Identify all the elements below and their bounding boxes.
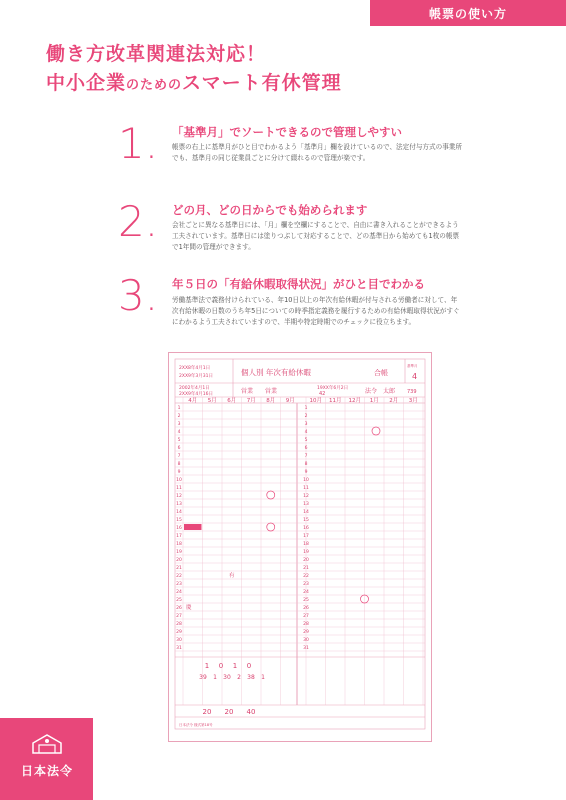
day-label: 2 [304, 414, 308, 419]
day-label: 4 [177, 430, 181, 435]
day-label: 20 [303, 558, 309, 563]
day-label: 13 [176, 502, 182, 507]
point-2-heading: どの月、どの日からでも始められます [172, 203, 368, 217]
total-value: 1 [204, 662, 210, 670]
month-label: 2月 [389, 398, 399, 404]
form-title-suffix: 合帳 [374, 369, 388, 377]
day-label: 30 [303, 638, 309, 643]
day-label: 25 [303, 598, 309, 603]
leave-ledger-form [168, 352, 432, 742]
day-label: 17 [303, 534, 309, 539]
day-label: 9 [304, 470, 308, 475]
day-label: 15 [176, 518, 182, 523]
title-part-c: スマート有休管理 [182, 72, 342, 94]
day-label: 11 [303, 486, 309, 491]
total-value: 38 [247, 674, 255, 681]
month-label: 4月 [188, 398, 198, 404]
day-label: 19 [176, 550, 182, 555]
day-label: 29 [176, 630, 182, 635]
hire-date: 2002年4月1日 [179, 386, 210, 391]
day-label: 24 [303, 590, 309, 595]
day-label: 2 [177, 414, 181, 419]
month-label: 8月 [266, 398, 276, 404]
title-part-b: のための [126, 78, 183, 93]
day-label: 8 [304, 462, 308, 467]
point-3-number: 3. [118, 271, 159, 320]
point-2-number: 2. [118, 197, 159, 246]
title-line1: 働き方改革関連法対応！ [46, 43, 267, 65]
dept-name-2: 営業 [265, 388, 278, 395]
day-label: 18 [176, 542, 182, 547]
day-label: 29 [303, 630, 309, 635]
day-label: 23 [176, 582, 182, 587]
day-label: 22 [176, 574, 182, 579]
day-label: 16 [176, 526, 182, 531]
day-label: 22 [303, 574, 309, 579]
day-label: 17 [176, 534, 182, 539]
point-3-body: 労働基準法で義務付けられている、年10日以上の年次有給休暇が付与される労働者に対して、年次有給休暇の日数のうち年5日についての時季指定義務を履行するための有給休暇取得状況がすぐにわかるよう工夫されていますので、半期や特定時期でのチェックに役立ちます。 [172, 296, 460, 326]
day-label: 1 [304, 406, 308, 411]
total-value: 40 [246, 708, 256, 716]
day-label: 15 [303, 518, 309, 523]
total-value: 30 [223, 674, 231, 681]
point-1-body: 帳票の右上に基準月がひと目でわかるよう「基準月」欄を設けているので、法定付与方式の事業所でも、基準月の同じ従業員ごとに分けて綴れるので管理が楽です。 [172, 143, 462, 162]
total-value: 2 [237, 674, 241, 681]
day-label: 27 [176, 614, 182, 619]
day-label: 31 [176, 646, 182, 651]
day-label: 6 [177, 446, 181, 451]
day-label: 26 [303, 606, 309, 611]
total-value: 20 [224, 708, 234, 716]
total-value: 1 [232, 662, 238, 670]
leave-taken-circle [267, 491, 275, 499]
employee-number: 739 [407, 389, 417, 395]
day-label: 3 [177, 422, 181, 427]
day-label: 14 [176, 510, 182, 515]
day-label: 11 [176, 486, 182, 491]
employee-name: 法令 太郎 [365, 388, 396, 395]
day-label: 27 [303, 614, 309, 619]
month-label: 5月 [207, 398, 217, 404]
grant-date: 2XX9年4月16日 [179, 392, 213, 397]
age-value: 42 [319, 391, 326, 397]
point-2-body: 会社ごとに異なる基準日には、「月」欄を空欄にすることで、自由に書き入れることができるよう工夫されています。基準日には塗りつぶして対応することで、どの基準日から始めても1枚の帳票で1年間の管理ができます。 [172, 221, 460, 251]
birth-date: 19XX年6月2日 [317, 386, 349, 391]
leave-taken-circle [267, 523, 275, 531]
day-label: 26 [176, 606, 182, 611]
leave-mark-kei: 慶 [185, 605, 192, 611]
point-3-heading: 年５日の「有給休暇取得状況」がひと目でわかる [172, 277, 425, 291]
day-label: 19 [303, 550, 309, 555]
base-month-label: 基準月 [407, 364, 418, 368]
day-label: 8 [177, 462, 181, 467]
day-label: 5 [177, 438, 181, 443]
day-label: 25 [176, 598, 182, 603]
day-label: 10 [176, 478, 182, 483]
day-label: 4 [304, 430, 308, 435]
month-label: 11月 [329, 398, 342, 404]
day-label: 7 [177, 454, 181, 459]
day-label: 21 [303, 566, 309, 571]
total-value: 39 [199, 674, 207, 681]
month-label: 7月 [246, 398, 256, 404]
seal-icon [30, 731, 64, 755]
brand-logo [0, 718, 93, 800]
day-label: 24 [176, 590, 182, 595]
day-label: 28 [176, 622, 182, 627]
month-label: 12月 [348, 398, 361, 404]
form-footer: 日本法令 様式第18号 [179, 723, 213, 727]
leave-mark-yu: 有 [228, 573, 235, 579]
day-label: 5 [304, 438, 308, 443]
day-label: 30 [176, 638, 182, 643]
title-line2 [46, 68, 342, 101]
title-part-a: 中小企業 [46, 72, 127, 94]
day-label: 28 [303, 622, 309, 627]
month-label: 9月 [285, 398, 295, 404]
day-label: 12 [176, 494, 182, 499]
month-label: 3月 [408, 398, 418, 404]
month-label: 1月 [369, 398, 379, 404]
day-label: 9 [177, 470, 181, 475]
point-1-number: 1. [118, 119, 159, 168]
leave-taken-circle [372, 427, 380, 435]
day-label: 20 [176, 558, 182, 563]
month-label: 6月 [227, 398, 237, 404]
period-start: 2XX8年4月1日 [179, 366, 211, 371]
total-value: 0 [246, 662, 252, 670]
point-1-heading: 「基準月」でソートできるので管理しやすい [172, 125, 402, 139]
brand-name: 日本法令 [20, 764, 73, 778]
header-tag: 帳票の使い方 [370, 0, 566, 26]
total-value: 1 [213, 674, 217, 681]
day-label: 13 [303, 502, 309, 507]
form-title: 個人別 年次有給休暇 [241, 368, 311, 377]
total-value: 20 [202, 708, 212, 716]
total-value: 1 [261, 674, 265, 681]
day-label: 21 [176, 566, 182, 571]
day-label: 14 [303, 510, 309, 515]
day-label: 12 [303, 494, 309, 499]
day-label: 1 [177, 406, 181, 411]
day-label: 16 [303, 526, 309, 531]
day-label: 18 [303, 542, 309, 547]
day-label: 10 [303, 478, 309, 483]
dept-name: 営業 [241, 388, 254, 395]
base-month-value: 4 [412, 372, 418, 381]
filled-day-mark [184, 524, 202, 530]
page-title [46, 40, 342, 101]
ledger-grid [169, 353, 431, 741]
day-label: 6 [304, 446, 308, 451]
month-label: 10月 [309, 398, 322, 404]
day-label: 3 [304, 422, 308, 427]
day-label: 7 [304, 454, 308, 459]
day-label: 31 [303, 646, 309, 651]
total-value: 0 [218, 662, 224, 670]
day-label: 23 [303, 582, 309, 587]
period-end: 2XX9年3月31日 [179, 374, 213, 379]
